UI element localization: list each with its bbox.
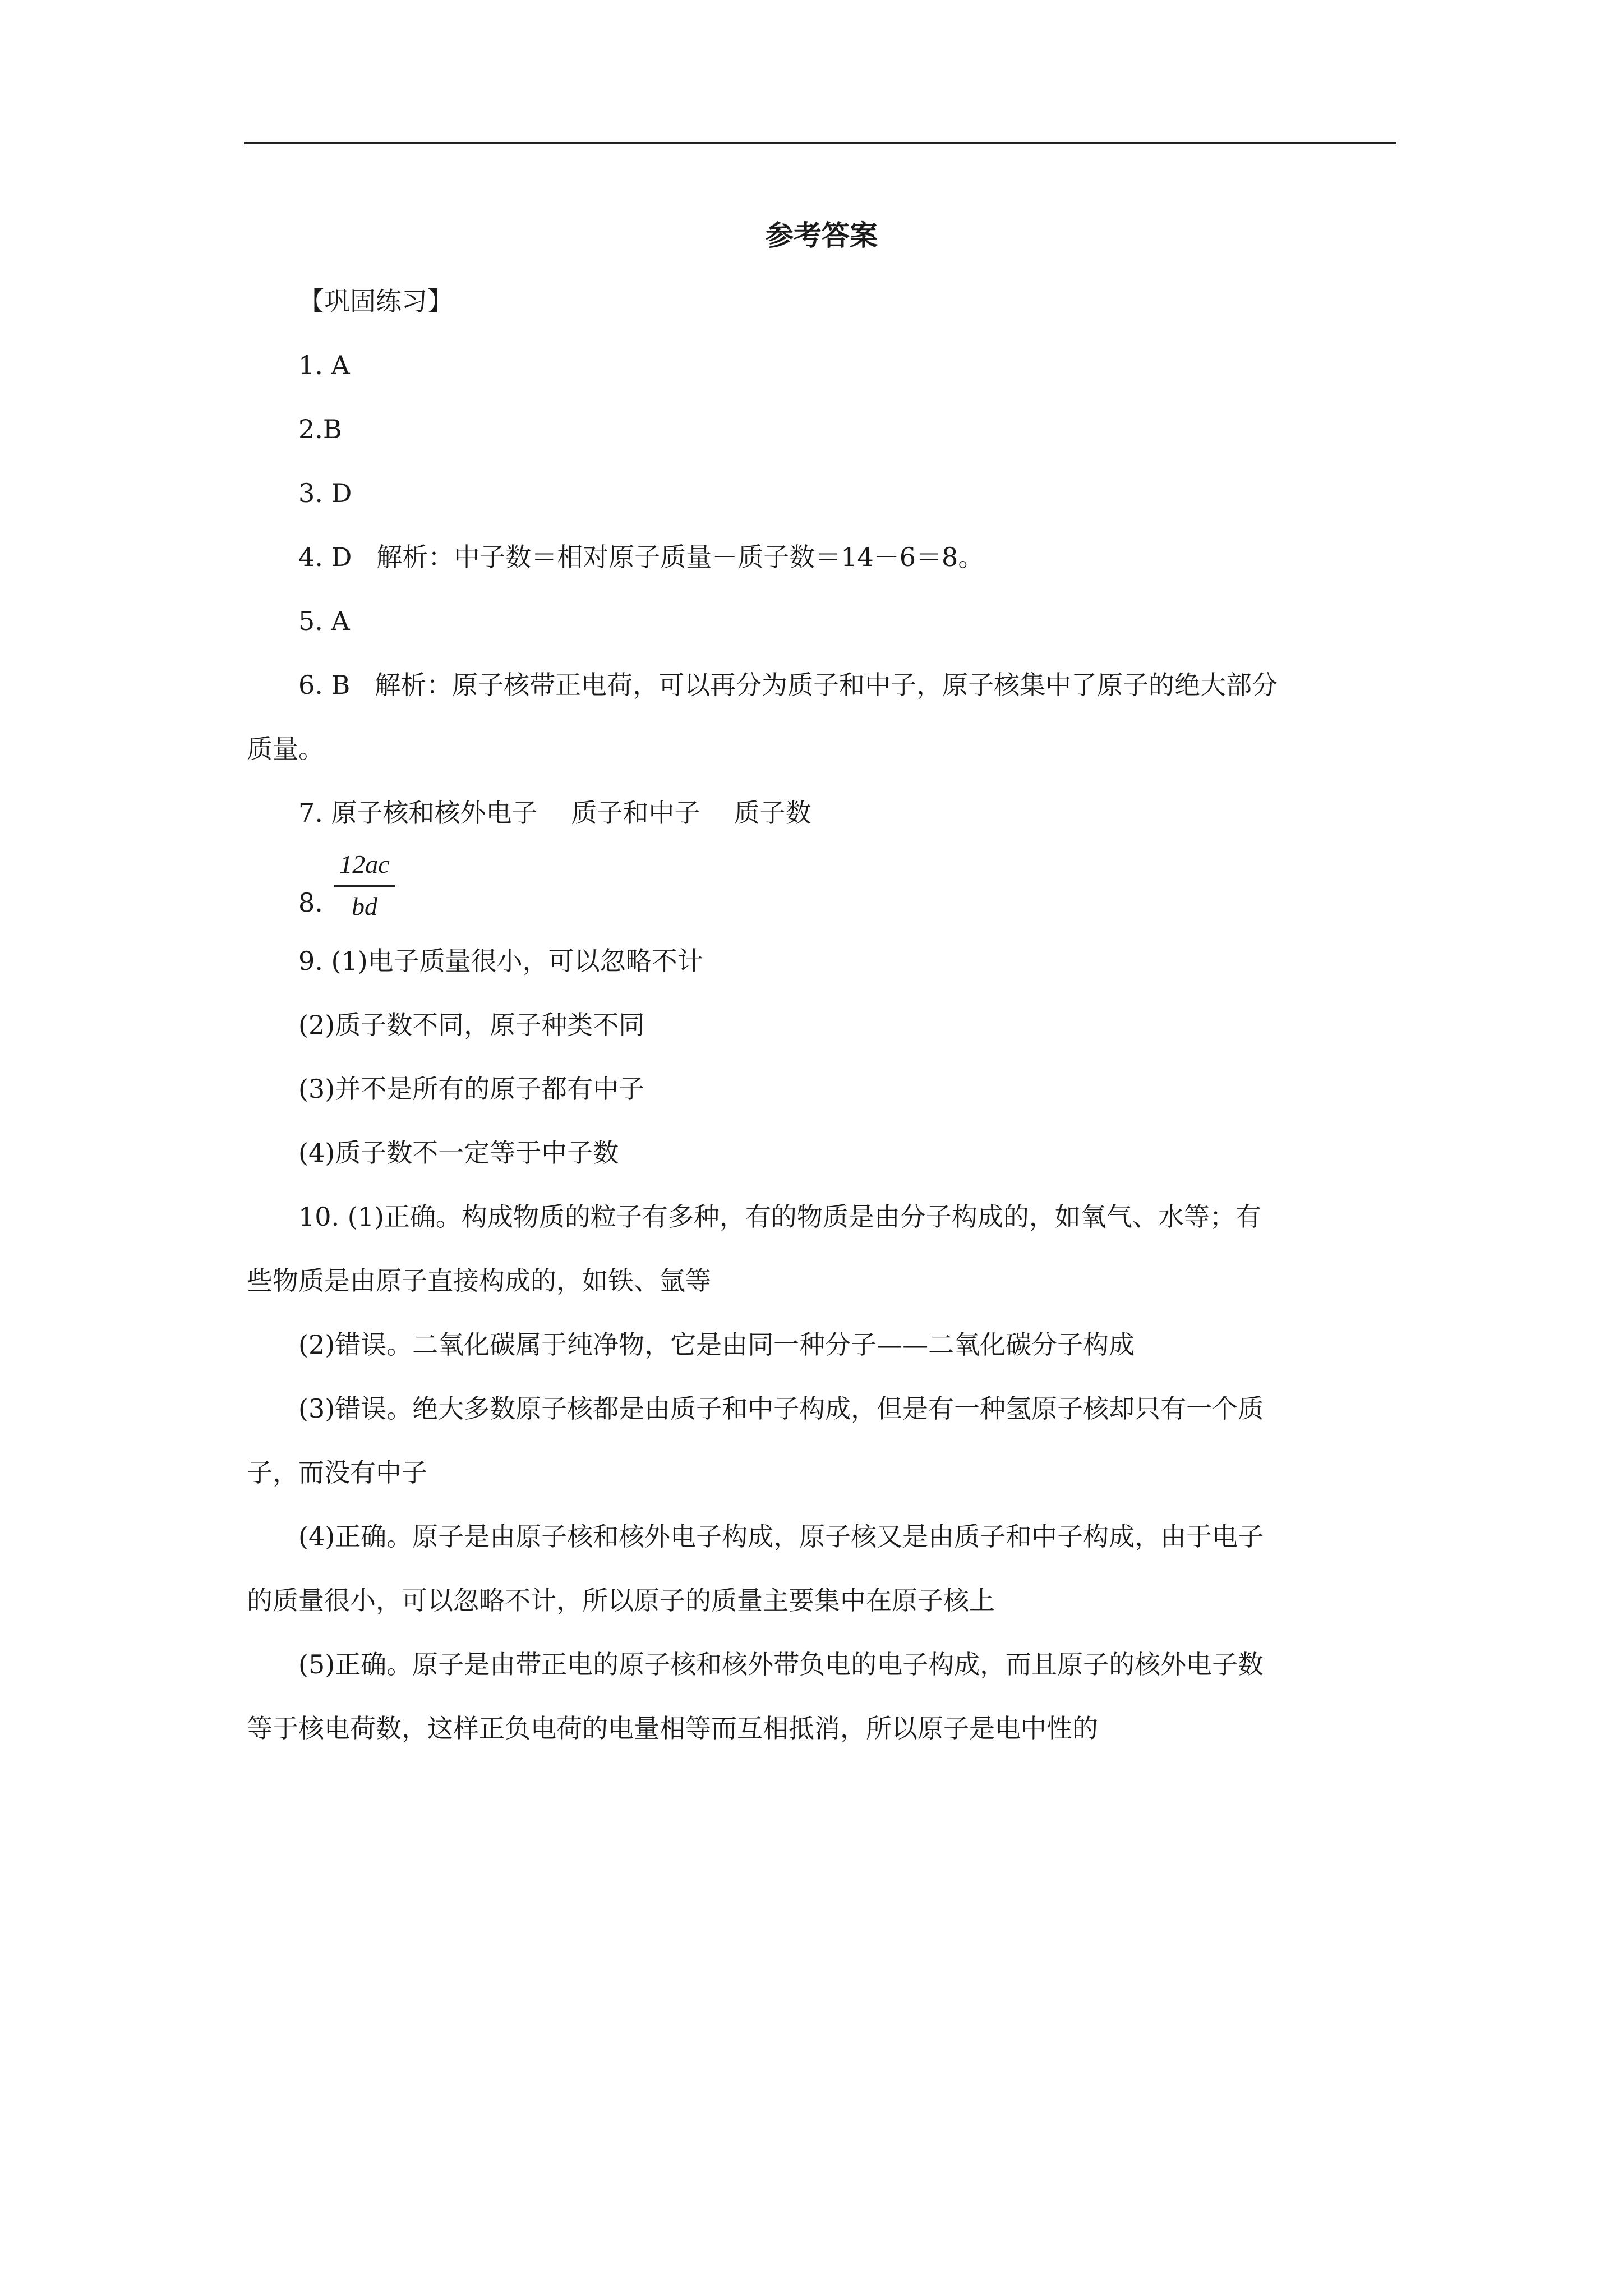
answer-9-3: (3)并不是所有的原子都有中子 [298, 1074, 645, 1104]
answer-10-3-line-1: (3)错误。绝大多数原子核都是由质子和中子构成，但是有一种氢原子核却只有一个质 [298, 1393, 1264, 1424]
answer-8 [247, 845, 1396, 929]
answer-7-part-2: 质子和中子 [571, 798, 700, 828]
answer-6-line-2: 质量。 [247, 734, 324, 764]
answer-9-2: (2)质子数不同，原子种类不同 [298, 1010, 645, 1040]
section-heading: 【巩固练习】 [298, 286, 453, 316]
fraction-denominator: bd [352, 892, 377, 921]
fraction-numerator: 12ac [339, 850, 390, 878]
answer-10-4-line-1: (4)正确。原子是由原子核和核外电子构成，原子核又是由质子和中子构成，由于电子 [298, 1521, 1264, 1552]
answer-9-4: (4)质子数不一定等于中子数 [298, 1138, 619, 1168]
answer-1: 1. A [298, 350, 350, 380]
answer-5: 5. A [298, 606, 350, 636]
answer-10-5-line-1: (5)正确。原子是由带正电的原子核和核外带负电的电子构成，而且原子的核外电子数 [298, 1649, 1264, 1680]
answer-10-2: (2)错误。二氧化碳属于纯净物，它是由同一种分子——二氧化碳分子构成 [298, 1329, 1135, 1360]
answer-10-1-line-2: 些物质是由原子直接构成的，如铁、氩等 [247, 1266, 711, 1296]
answer-4: 4. D 解析：中子数＝相对原子质量－质子数＝14－6＝8。 [298, 542, 984, 572]
answer-3: 3. D [298, 478, 352, 508]
answer-7-part-3: 质子数 [734, 798, 811, 828]
answer-6-line-1: 6. B 解析：原子核带正电荷，可以再分为质子和中子，原子核集中了原子的绝大部分 [298, 670, 1278, 700]
answer-2: 2.B [298, 414, 342, 444]
answer-8-fraction [331, 845, 398, 926]
answer-8-prefix: 8. [298, 887, 323, 918]
answer-content [247, 202, 1396, 1760]
answer-10-4-line-2: 的质量很小，可以忽略不计，所以原子的质量主要集中在原子核上 [247, 1585, 995, 1616]
answer-10-1-line-1: 10. (1)正确。构成物质的粒子有多种，有的物质是由分子构成的，如氧气、水等；有 [298, 1202, 1261, 1232]
answer-10-5-line-2: 等于核电荷数，这样正负电荷的电量相等而互相抵消，所以原子是电中性的 [247, 1713, 1098, 1743]
answer-7 [247, 781, 1396, 845]
header-rule [244, 142, 1396, 144]
answer-10-3-line-2: 子，而没有中子 [247, 1457, 427, 1488]
page-title: 参考答案 [766, 219, 878, 252]
answer-7-part-1: 7. 原子核和核外电子 [298, 798, 538, 828]
answer-9-1: 9. (1)电子质量很小，可以忽略不计 [298, 946, 703, 976]
